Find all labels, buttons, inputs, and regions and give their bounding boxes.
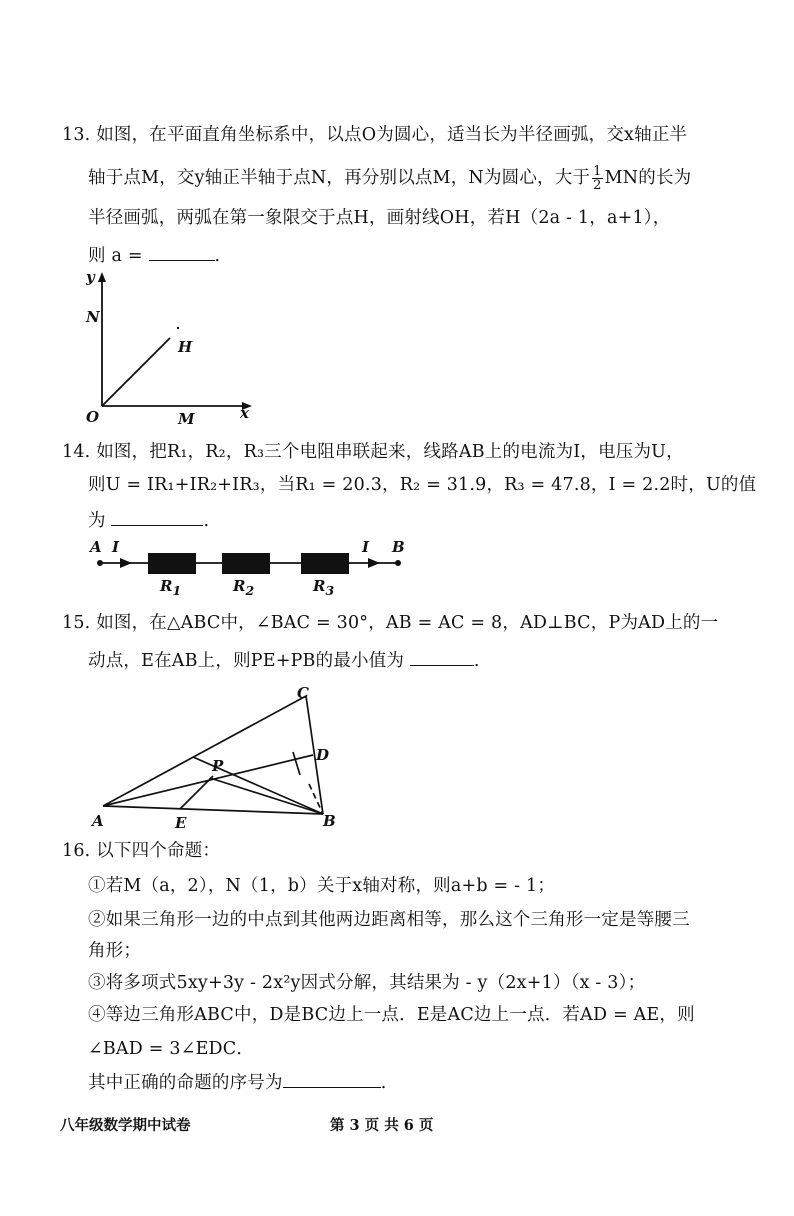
- q16-conclusion-text: 其中正确的命题的序号为: [88, 1073, 283, 1093]
- q16-item-4a-text: ④等边三角形ABC中，D是BC边上一点．E是AC边上一点．若AD = AE，则: [88, 1005, 695, 1025]
- q16-answer-blank[interactable]: [283, 1071, 381, 1088]
- q16-item-1: [88, 875, 555, 897]
- q16-item-4a: [88, 1004, 695, 1026]
- q14-label-i-left: I: [112, 538, 120, 556]
- q16-intro: 以下四个命题：: [96, 841, 221, 861]
- q15-label-b: B: [323, 812, 336, 830]
- q15-answer-blank[interactable]: [410, 649, 474, 666]
- q15-label-c: C: [297, 684, 309, 702]
- q15-label-p: P: [212, 757, 224, 775]
- q15-number: 15.: [62, 613, 91, 633]
- q14-r2-sub: 2: [245, 583, 255, 598]
- q13-text-2b: MN的长为: [604, 168, 692, 188]
- q13-line-4: [88, 244, 220, 267]
- q16-item-4b: [88, 1038, 254, 1060]
- q15-triangle-figure: [0, 680, 360, 830]
- q15-text-1: 如图，在△ABC中，∠BAC = 30°，AB = AC = 8，AD⊥BC，P为AD上的一: [96, 613, 719, 633]
- q13-period: .: [214, 246, 221, 266]
- q14-text-2: 则U = IR₁+IR₂+IR₃，当R₁ = 20.3，R₂ = 31.9，R₃ = 47.8，I = 2.2时，U的值: [88, 475, 757, 495]
- q14-r3-sub: 3: [325, 583, 335, 598]
- q16-line-intro: [62, 840, 220, 862]
- q14-r3-letter: R: [313, 577, 326, 595]
- q14-period: .: [203, 511, 210, 531]
- q13-text-4: 则 a =: [88, 246, 143, 266]
- q13-frac-numerator: 1: [593, 164, 602, 179]
- q13-line-1: [62, 124, 687, 146]
- q13-answer-blank[interactable]: [149, 244, 215, 261]
- q14-line-1: [62, 441, 684, 463]
- q16-item-2b: [88, 940, 141, 962]
- q14-label-b: B: [392, 538, 405, 556]
- q14-line-3: [88, 509, 209, 532]
- q14-text-3: 为: [88, 511, 106, 531]
- q16-conclusion: [88, 1071, 386, 1094]
- q13-text-1: 如图，在平面直角坐标系中，以点O为圆心，适当长为半径画弧，交x轴正半: [96, 125, 688, 145]
- q15-label-e: E: [175, 814, 187, 832]
- q13-label-h: H: [178, 338, 193, 356]
- q16-item-2a-text: ②如果三角形一边的中点到其他两边距离相等，那么这个三角形一定是等腰三: [88, 910, 690, 930]
- q14-label-a: A: [90, 538, 102, 556]
- q14-r2-letter: R: [233, 577, 246, 595]
- q13-label-n: N: [86, 308, 100, 326]
- q16-item-1-text: ①若M（a，2），N（1，b）关于x轴对称，则a+b = - 1；: [88, 876, 556, 896]
- q14-answer-blank[interactable]: [111, 509, 203, 526]
- q13-label-y: y: [86, 268, 95, 286]
- q13-label-o: O: [86, 408, 100, 426]
- q16-number: 16.: [62, 841, 91, 861]
- q15-text-2: 动点，E在AB上，则PE+PB的最小值为: [88, 651, 405, 671]
- q15-line-2: [88, 649, 480, 672]
- q14-text-1: 如图，把R₁，R₂，R₃三个电阻串联起来，线路AB上的电流为I，电压为U，: [96, 442, 684, 462]
- q13-line-2: [88, 165, 691, 192]
- footer-exam-title: 八年级数学期中试卷: [60, 1117, 191, 1134]
- q14-label-i-right: I: [362, 538, 370, 556]
- q16-item-4b-text: ∠BAD = 3∠EDC．: [88, 1039, 255, 1059]
- q13-number: 13.: [62, 125, 91, 145]
- q14-label-r2: [233, 577, 254, 598]
- q14-r1-letter: R: [160, 577, 173, 595]
- q13-line-3: [88, 207, 670, 229]
- q14-line-2: [88, 474, 756, 496]
- q13-text-2a: 轴于点M，交y轴正半轴于点N，再分别以点M，N为圆心，大于: [88, 168, 591, 188]
- q14-label-r1: [160, 577, 181, 598]
- q16-item-3-text: ③将多项式5xy+3y - 2x²y因式分解，其结果为 - y（2x+1）（x - 3）；: [88, 973, 646, 993]
- q16-item-3: [88, 972, 645, 994]
- q15-label-a: A: [92, 812, 104, 830]
- q15-line-1: [62, 612, 718, 634]
- q16-item-2a: [88, 909, 690, 931]
- q13-fraction: [592, 165, 602, 192]
- footer-page-number: 第 3 页 共 6 页: [330, 1117, 434, 1134]
- q16-period: .: [380, 1073, 387, 1093]
- q14-r1-sub: 1: [172, 583, 182, 598]
- q13-figure: [80, 266, 260, 426]
- q13-frac-denominator: 2: [593, 178, 602, 193]
- q16-item-2b-text: 角形；: [88, 941, 142, 961]
- q15-label-d: D: [316, 746, 330, 764]
- q14-label-r3: [313, 577, 334, 598]
- q15-period: .: [473, 651, 480, 671]
- q13-text-3: 半径画弧，两弧在第一象限交于点H，画射线OH，若H（2a - 1，a+1），: [88, 208, 671, 228]
- q14-number: 14.: [62, 442, 91, 462]
- q13-label-m: M: [178, 410, 195, 428]
- q13-label-x: x: [240, 404, 249, 422]
